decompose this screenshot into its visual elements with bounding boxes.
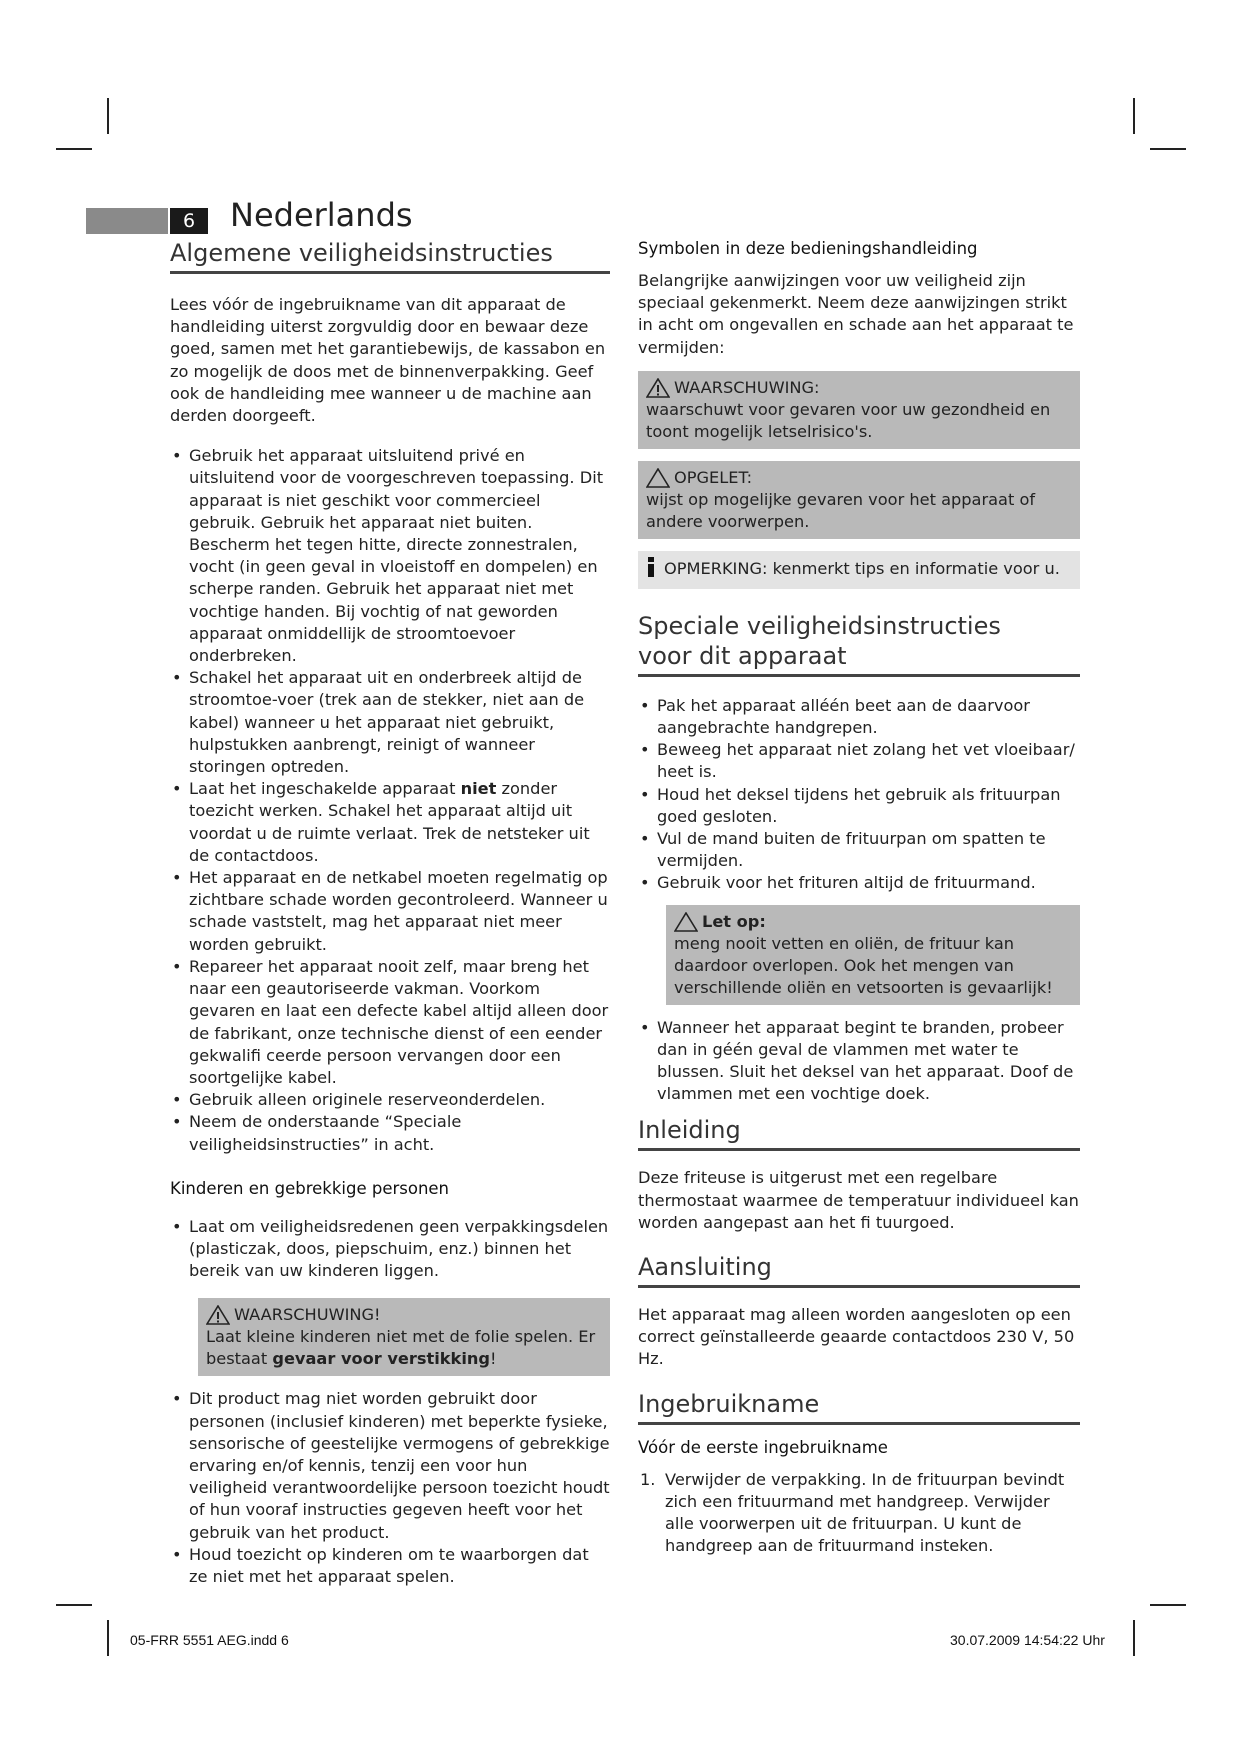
children-list [170,1216,610,1283]
crop-mark [1150,148,1186,150]
list-item: • Laat om veiligheidsredenen geen verpakkingsdelen (plasticzak, doos, piepschuim, enz.) binnen het bereik van uw kinderen liggen. [170,1216,610,1283]
startup-steps [638,1469,1080,1558]
crop-mark [1133,1620,1135,1656]
general-safety-list [170,445,610,1156]
crop-mark [1133,98,1135,134]
caution-text: wijst op mogelijke gevaren voor het apparaat of andere voorwerpen. [646,489,1036,531]
language-title: Nederlands [230,196,413,234]
note-title: OPMERKING: [664,558,768,578]
list-item: • Gebruik alleen originele reserveonderdelen. [170,1089,610,1111]
section-title-special-safety [638,611,1080,677]
warning-text-part: ! [489,1349,497,1369]
section-title-general-safety: Algemene veiligheidsinstructies [170,238,610,274]
introduction-text: Deze friteuse is uitgerust met een regelbare thermostaat waarmee de temperatuur individueel kan worden aangepast aan het fi tuurgoed. [638,1168,1079,1232]
list-item: • Repareer het apparaat nooit zelf, maar breng het naar een geautoriseerde vakman. Voorkom gevaren en laat een defecte kabel altijd alleen door de fabrikant, onze technische dienst of een eender gekwalifi ceerde persoon vervangen door een soortgelijke kabel. [170,956,610,1089]
footer-filename: 05-FRR 5551 AEG.indd 6 [130,1632,289,1648]
caution-title: Let op: [702,911,766,931]
warning-box-title [206,1304,602,1326]
list-item: • Dit product mag niet worden gebruikt door personen (inclusief kinderen) met beperkte fysieke, sensorische of geestelijke vermogens of gebrekkige ervaring en/of kennis, tenzij een voor hun veiligheid verantwoordelijke persoon toezicht houdt of hun vooraf instructies gegeven heeft voor het gebruik van het product. [170,1388,610,1543]
warning-triangle-icon [206,1305,230,1325]
list-item: • Schakel het apparaat uit en onderbreek altijd de stroomtoe-voer (trek aan de stekker, niet aan de kabel) wanneer u het apparaat niet gebruikt, hulpstukken aanbrengt, reinigt of wanneer storingen optreden. [170,667,610,778]
crop-mark [56,1604,92,1606]
warning-box-legend [638,371,1080,449]
list-item-emphasis: niet [460,779,497,799]
children-list-2 [170,1388,610,1588]
caution-box-oil [666,905,1080,1005]
section-title-connection: Aansluiting [638,1252,1080,1288]
crop-mark [1150,1604,1186,1606]
caution-triangle-icon [646,468,670,488]
caution-title: OPGELET: [674,467,753,487]
list-item [170,778,610,867]
caution-box-title [674,911,1072,933]
warning-text: waarschuwt voor gevaren voor uw gezondheid en toont mogelijk letselrisico's. [646,399,1051,441]
step-text: Verwijder de verpakking. In de frituurpan bevindt zich een frituurmand met handgreep. Verwijder alle voorwerpen uit de frituurpan. U kunt de handgreep aan de frituurmand insteken. [665,1469,1065,1556]
warning-emphasis: gevaar voor verstikking [272,1349,490,1369]
list-item-text: zonder toezicht werken. Schakel het apparaat altijd uit voordat u de ruimte verlaat. Trek de netsteker uit de contactdoos. [189,779,590,865]
note-box-legend [638,551,1080,589]
list-item: • Het apparaat en de netkabel moeten regelmatig op zichtbare schade worden gecontroleerd. Wanneer u schade vaststelt, mag het apparaat niet meer worden gebruikt. [170,867,610,956]
page-header-bar [86,208,168,234]
special-safety-list [638,695,1080,895]
list-item [638,1469,1080,1558]
section-title-line: Speciale veiligheidsinstructies [638,611,1001,640]
warning-triangle-icon [646,378,670,398]
step-number: 1. [640,1469,656,1489]
footer-timestamp: 30.07.2009 14:54:22 Uhr [950,1632,1105,1648]
crop-mark [107,1620,109,1656]
list-item: • Pak het apparaat alléén beet aan de daarvoor aangebrachte handgrepen. [638,695,1080,739]
list-item: • Wanneer het apparaat begint te branden, probeer dan in géén geval de vlammen met water te blussen. Sluit het deksel van het apparaat. Doof de vlammen met een vochtige doek. [638,1017,1080,1106]
warning-title: WAARSCHUWING: [674,377,820,397]
startup-subheading: Vóór de eerste ingebruikname [638,1437,888,1457]
list-item: • Gebruik het apparaat uitsluitend privé en uitsluitend voor de voorgeschreven toepassing. Dit apparaat is niet geschikt voor commercieel gebruik. Gebruik het apparaat niet buiten. Bescherm het tegen hitte, directe zonnestralen, vocht (in geen geval in vloeistoff en dompelen) en scherpe randen. Gebruik het apparaat niet met vochtige handen. Bij vochtig of nat geworden apparaat onmiddellijk de stroomtoevoer onderbreken. [170,445,610,667]
connection-text: Het apparaat mag alleen worden aangesloten op een correct geïnstalleerde geaarde contactdoos 230 V, 50 Hz. [638,1305,1075,1369]
section-title-startup: Ingebruikname [638,1389,1080,1425]
warning-text [206,1326,602,1370]
list-item: • Houd toezicht op kinderen om te waarborgen dat ze niet met het apparaat spelen. [170,1544,610,1588]
page-number: 6 [170,208,208,234]
section-title-line: voor dit apparaat [638,641,847,670]
caution-text: meng nooit vetten en oliën, de frituur kan daardoor overlopen. Ook het mengen van verschillende oliën en vetsoorten is gevaarlijk! [674,933,1053,997]
info-icon [646,557,656,583]
special-safety-list-2 [638,1017,1080,1106]
crop-mark [107,98,109,134]
left-column [170,238,610,1604]
section-title-introduction: Inleiding [638,1115,1080,1151]
list-item-text: Laat het ingeschakelde apparaat [189,779,461,799]
list-item: • Beweeg het apparaat niet zolang het vet vloeibaar/ heet is. [638,739,1080,783]
note-text: kenmerkt tips en informatie voor u. [767,558,1060,578]
caution-box-title [646,467,1072,489]
list-item: • Vul de mand buiten de frituurpan om spatten te vermijden. [638,828,1080,872]
symbols-heading: Symbolen in deze bedieningshandleiding [638,239,978,258]
right-column [638,238,1080,1557]
symbols-intro: Belangrijke aanwijzingen voor uw veiligheid zijn speciaal gekenmerkt. Neem deze aanwijzingen strikt in acht om ongevallen en schade aan het apparaat te vermijden: [638,271,1074,357]
list-item: • Houd het deksel tijdens het gebruik als frituurpan goed gesloten. [638,784,1080,828]
warning-box-children [198,1298,610,1376]
crop-mark [56,148,92,150]
warning-text-part: Laat kleine kinderen niet met de folie spelen. Er bestaat [206,1327,596,1369]
children-heading: Kinderen en gebrekkige personen [170,1178,450,1198]
caution-box-legend [638,461,1080,539]
caution-triangle-icon [674,912,698,932]
intro-paragraph: Lees vóór de ingebruikname van dit apparaat de handleiding uiterst zorgvuldig door en bewaar deze goed, samen met het garantiebewijs, de kassabon en zo mogelijk de doos met de binnenverpakking. Geef ook de handleiding mee wanneer u de machine aan derden doorgeeft. [170,295,606,426]
warning-title: WAARSCHUWING! [234,1305,381,1325]
warning-box-title [646,377,1072,399]
list-item: • Gebruik voor het frituren altijd de frituurmand. [638,872,1080,894]
list-item: • Neem de onderstaande “Speciale veiligheidsinstructies” in acht. [170,1111,610,1155]
